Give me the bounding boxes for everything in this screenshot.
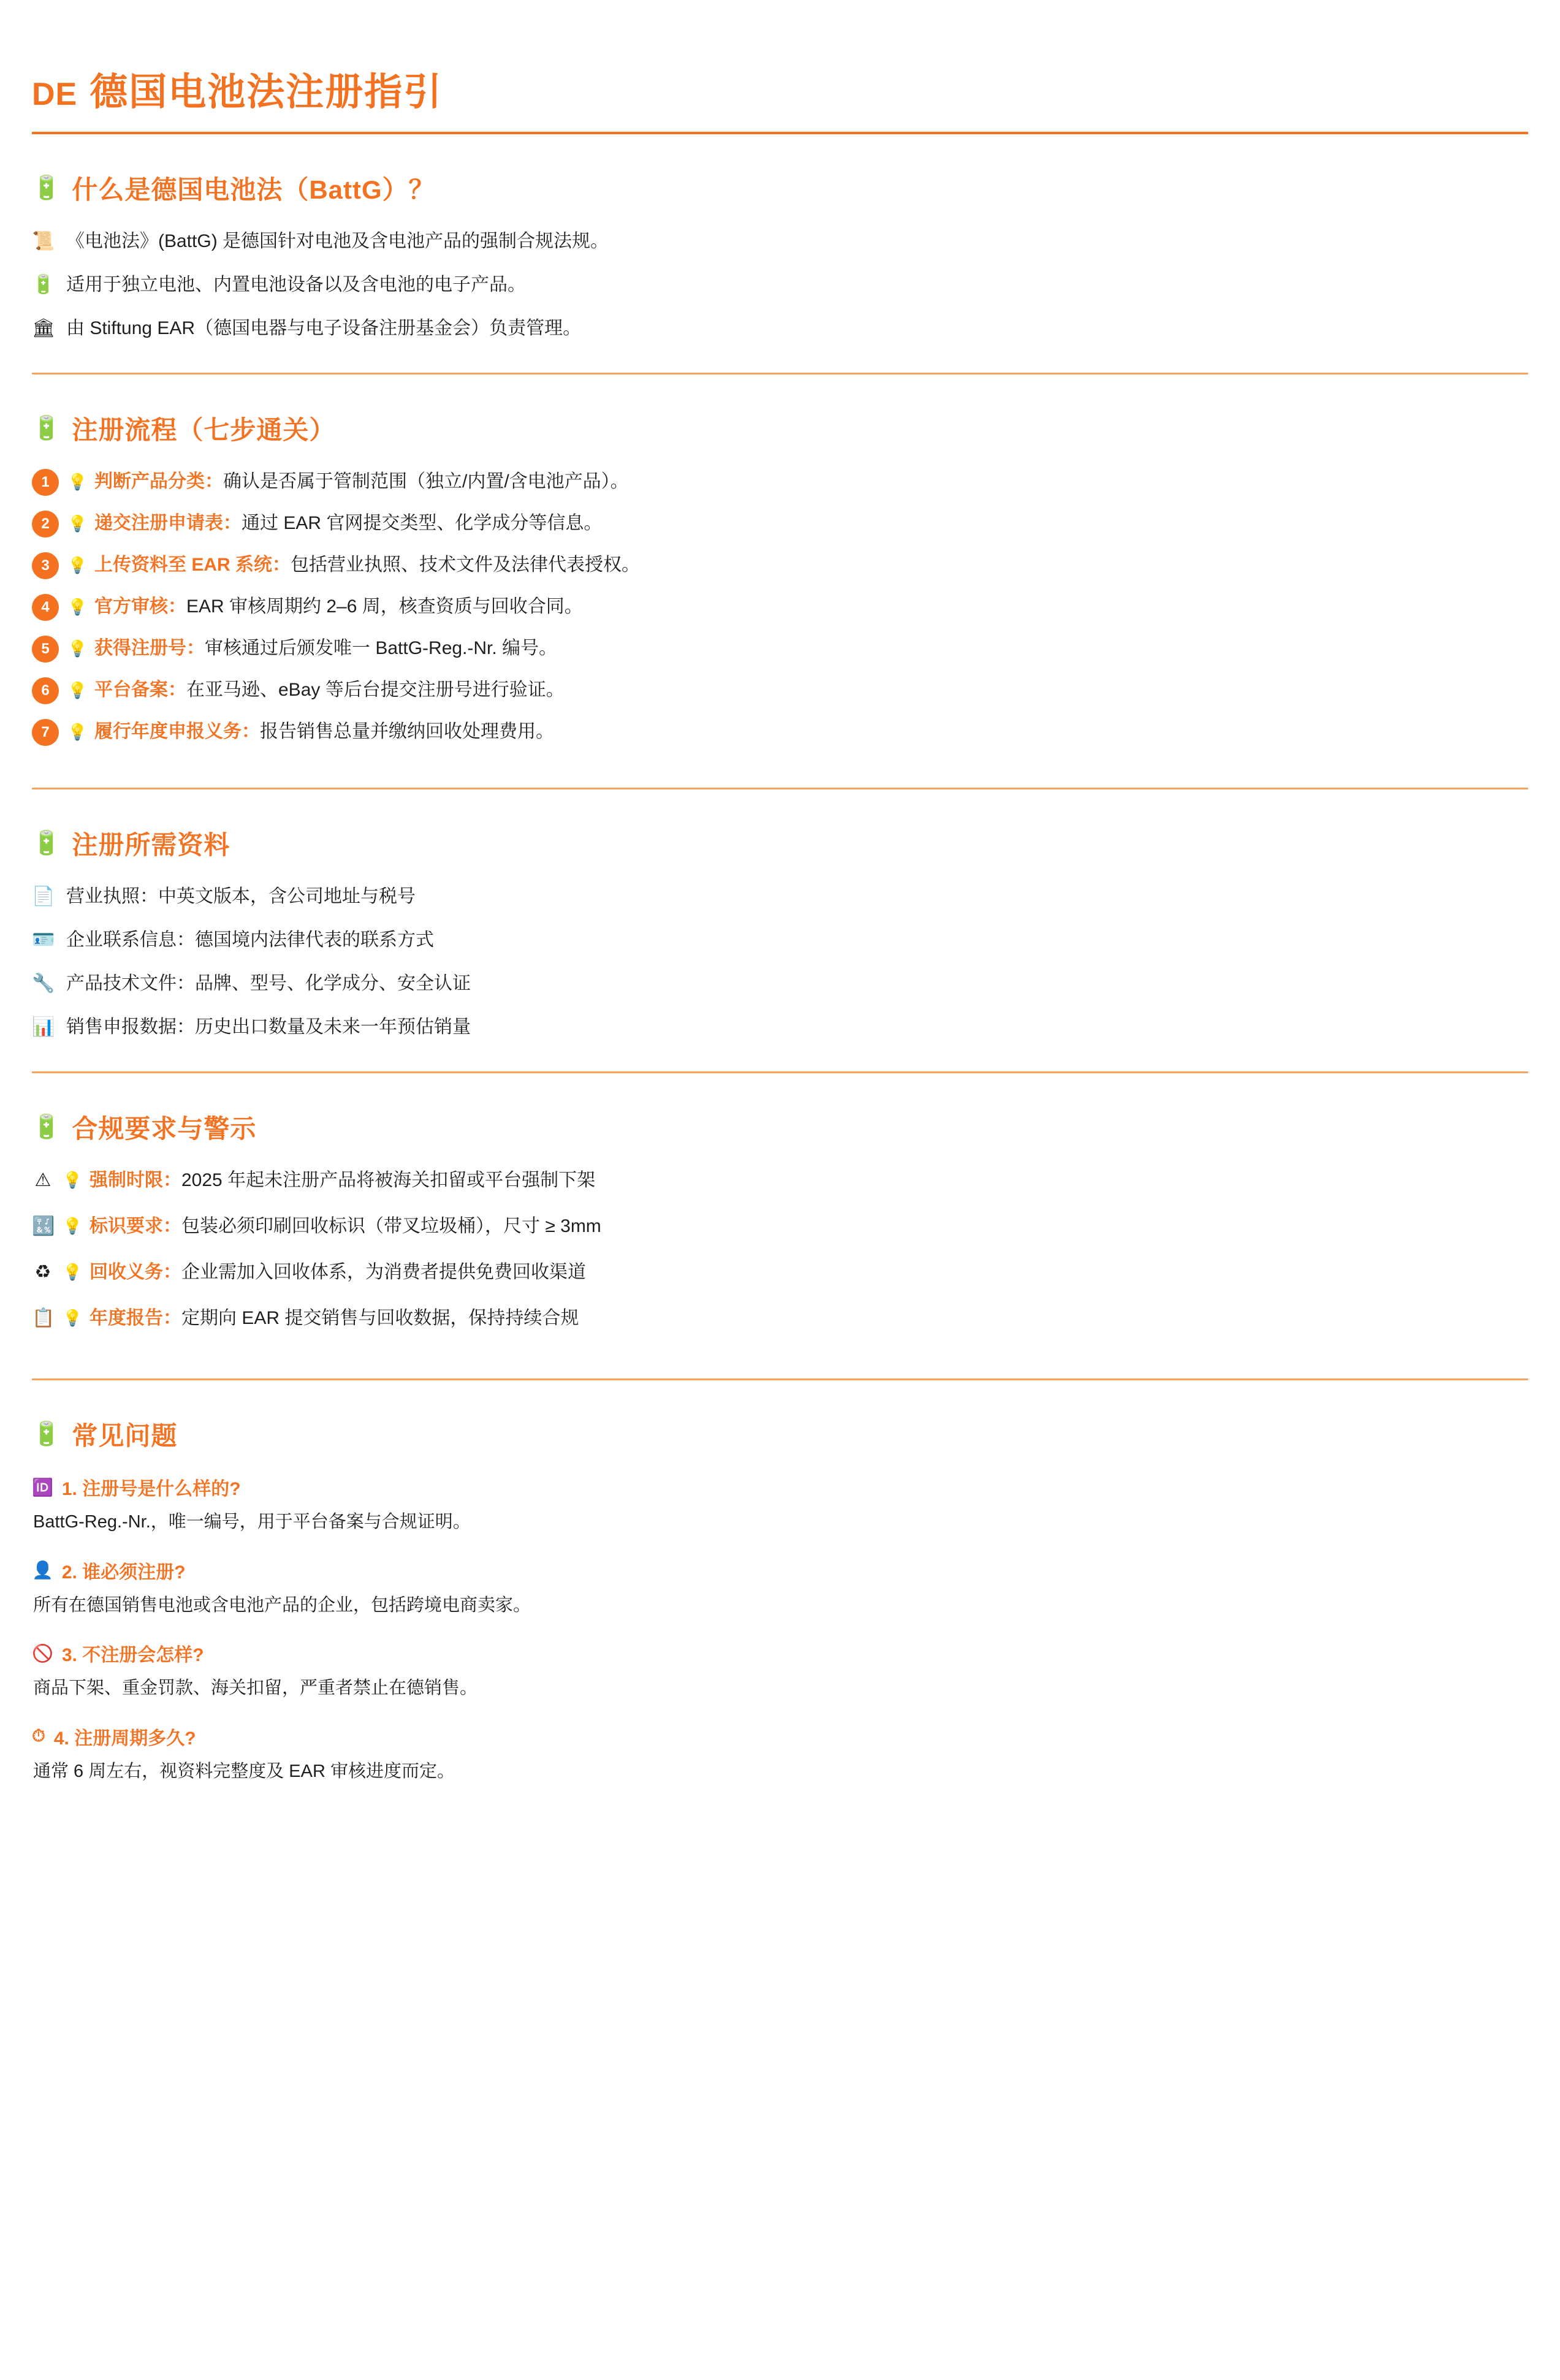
faq-answer: BattG-Reg.-Nr.，唯一编号，用于平台备案与合规证明。 [33,1512,471,1532]
step-number: 7 [32,719,59,746]
section-intro-header [32,170,1528,207]
title-row [32,61,1528,116]
bulb-icon: 💡 [67,556,88,574]
section-faq-header [32,1416,1528,1453]
step-description: 通过 EAR 官网提交类型、化学成分等信息。 [242,513,603,533]
battery-icon: 🔋 [32,1421,61,1447]
compliance-item [32,1166,1528,1194]
bulb-icon: 💡 [67,598,88,616]
person-icon: 👤 [32,1561,53,1580]
document-header [32,61,1528,134]
compliance-text: 定期向 EAR 提交销售与回收数据，保持持续合规 [181,1308,579,1328]
wrench-icon: 🔧 [32,973,55,994]
bulb-icon: 💡 [63,1217,83,1235]
step-body [94,468,1528,495]
list-item-text: 企业联系信息：德国境内法律代表的联系方式 [66,930,434,950]
compliance-text: 包装必须印刷回收标识（带叉垃圾桶），尺寸 ≥ 3mm [181,1216,601,1236]
faq-question-text: 4. 注册周期多久? [53,1728,196,1749]
faq-question-text: 2. 谁必须注册? [61,1562,186,1583]
step-body [94,718,1528,745]
compliance-label: 标识要求： [89,1216,181,1236]
step-label: 履行年度申报义务： [94,721,260,742]
recycle-icon: ♻ [34,1262,51,1282]
file-icon: 📄 [32,886,55,907]
faq-entry [32,1640,1528,1702]
contact-card-icon: 🪪 [32,930,55,950]
section-process [32,374,1528,789]
list-item-text: 产品技术文件：品牌、型号、化学成分、安全认证 [66,973,471,994]
country-code-label: DE [32,77,78,112]
process-step [32,718,1528,746]
compliance-body [89,1166,1528,1194]
section-intro-title: 什么是德国电池法（BattG）？ [72,175,435,204]
step-number: 1 [32,469,59,496]
clock-icon: ⏱ [32,1726,45,1745]
bulb-icon: 💡 [63,1263,83,1281]
step-label: 官方审核： [94,596,186,617]
faq-question [32,1723,1528,1750]
list-item [32,970,1528,997]
faq-question [32,1557,1528,1584]
compliance-label: 强制时限： [89,1170,181,1190]
step-number: 5 [32,636,59,663]
compliance-label: 年度报告： [89,1308,181,1328]
step-description: 报告销售总量并缴纳回收处理费用。 [260,721,554,742]
bulb-icon: 💡 [67,639,88,658]
faq-answer: 所有在德国销售电池或含电池产品的企业，包括跨境电商卖家。 [33,1595,531,1615]
bulb-icon: 💡 [67,681,88,699]
process-step [32,509,1528,538]
report-icon: 📋 [32,1308,55,1328]
step-label: 判断产品分类： [94,471,223,492]
list-item [32,926,1528,954]
list-item-text: 适用于独立电池、内置电池设备以及含电池的电子产品。 [66,275,526,295]
bar-chart-icon: 📊 [32,1017,55,1037]
battery-blue-icon: 🔋 [32,275,55,295]
process-step [32,551,1528,579]
compliance-body [89,1304,1528,1332]
step-number: 4 [32,594,59,621]
step-number: 2 [32,511,59,538]
faq-question [32,1640,1528,1667]
list-item [32,271,1528,298]
battery-icon: 🔋 [32,175,61,201]
compliance-body [89,1212,1528,1240]
process-step [32,634,1528,663]
process-step [32,593,1528,621]
section-materials [32,789,1528,1073]
list-item-text: 由 Stiftung EAR（德国电器与电子设备注册基金会）负责管理。 [66,318,582,338]
compliance-body [89,1258,1528,1286]
section-materials-title: 注册所需资料 [72,831,230,859]
step-description: 确认是否属于管制范围（独立/内置/含电池产品）。 [223,471,629,492]
section-intro [32,134,1528,374]
battery-icon: 🔋 [32,1114,61,1140]
step-number: 3 [32,552,59,579]
compliance-item [32,1212,1528,1240]
section-compliance-header [32,1109,1528,1146]
compliance-item [32,1258,1528,1286]
list-item [32,883,1528,910]
bulb-icon: 💡 [63,1309,83,1327]
compliance-text: 2025 年起未注册产品将被海关扣留或平台强制下架 [181,1170,596,1190]
battery-icon: 🔋 [32,831,61,856]
battery-icon: 🔋 [32,416,61,441]
list-item-text: 《电池法》(BattG) 是德国针对电池及含电池产品的强制合规法规。 [66,231,609,251]
step-label: 平台备案： [94,680,186,700]
faq-question-text: 3. 不注册会怎样? [61,1645,204,1665]
step-body [94,593,1528,620]
faq-answer: 商品下架、重金罚款、海关扣留，严重者禁止在德销售。 [33,1678,478,1698]
step-body [94,551,1528,579]
faq-question [32,1473,1528,1500]
step-description: EAR 审核周期约 2–6 周，核查资质与回收合同。 [186,596,583,617]
list-item-text: 销售申报数据：历史出口数量及未来一年预估销量 [66,1017,471,1037]
step-description: 在亚马逊、eBay 等后台提交注册号进行验证。 [186,680,565,700]
section-materials-header [32,825,1528,862]
bulb-icon: 💡 [67,723,88,741]
list-item [32,314,1528,342]
step-label: 递交注册申请表： [94,513,242,533]
section-process-header [32,410,1528,447]
warning-icon: ⚠ [34,1170,51,1190]
process-step [32,468,1528,496]
bulb-icon: 💡 [67,514,88,533]
bulb-icon: 💡 [63,1171,83,1189]
step-body [94,509,1528,537]
compliance-item [32,1304,1528,1332]
bulb-icon: 💡 [67,473,88,491]
step-body [94,634,1528,662]
compliance-label: 回收义务： [89,1262,181,1282]
faq-answer: 通常 6 周左右，视资料完整度及 EAR 审核进度而定。 [33,1761,455,1781]
compliance-text: 企业需加入回收体系，为消费者提供免费回收渠道 [181,1262,586,1282]
page-title: 德国电池法注册指引 [89,71,443,113]
institution-icon: 🏛 [32,318,56,338]
faq-question-text: 1. 注册号是什么样的? [61,1479,241,1499]
list-item [32,227,1528,255]
list-item-text: 营业执照：中英文版本，含公司地址与税号 [66,886,416,907]
list-item [32,1013,1528,1041]
step-label: 获得注册号： [94,638,205,658]
step-number: 6 [32,677,59,704]
section-compliance-title: 合规要求与警示 [72,1114,257,1143]
step-body [94,676,1528,704]
recycle-label-icon: 🔣 [32,1216,55,1236]
step-label: 上传资料至 EAR 系统： [94,555,291,575]
process-step [32,676,1528,704]
step-description: 审核通过后颁发唯一 BattG-Reg.-Nr. 编号。 [205,638,558,658]
faq-entry [32,1557,1528,1619]
document-icon: 📜 [32,231,55,251]
prohibited-icon: 🚫 [32,1643,53,1663]
faq-entry [32,1723,1528,1785]
id-icon: 🆔 [32,1477,53,1497]
faq-entry [32,1473,1528,1536]
section-process-title: 注册流程（七步通关） [72,416,336,444]
section-faq-title: 常见问题 [72,1421,178,1450]
section-faq [32,1380,1528,1834]
step-description: 包括营业执照、技术文件及法律代表授权。 [291,555,641,575]
section-compliance [32,1073,1528,1380]
